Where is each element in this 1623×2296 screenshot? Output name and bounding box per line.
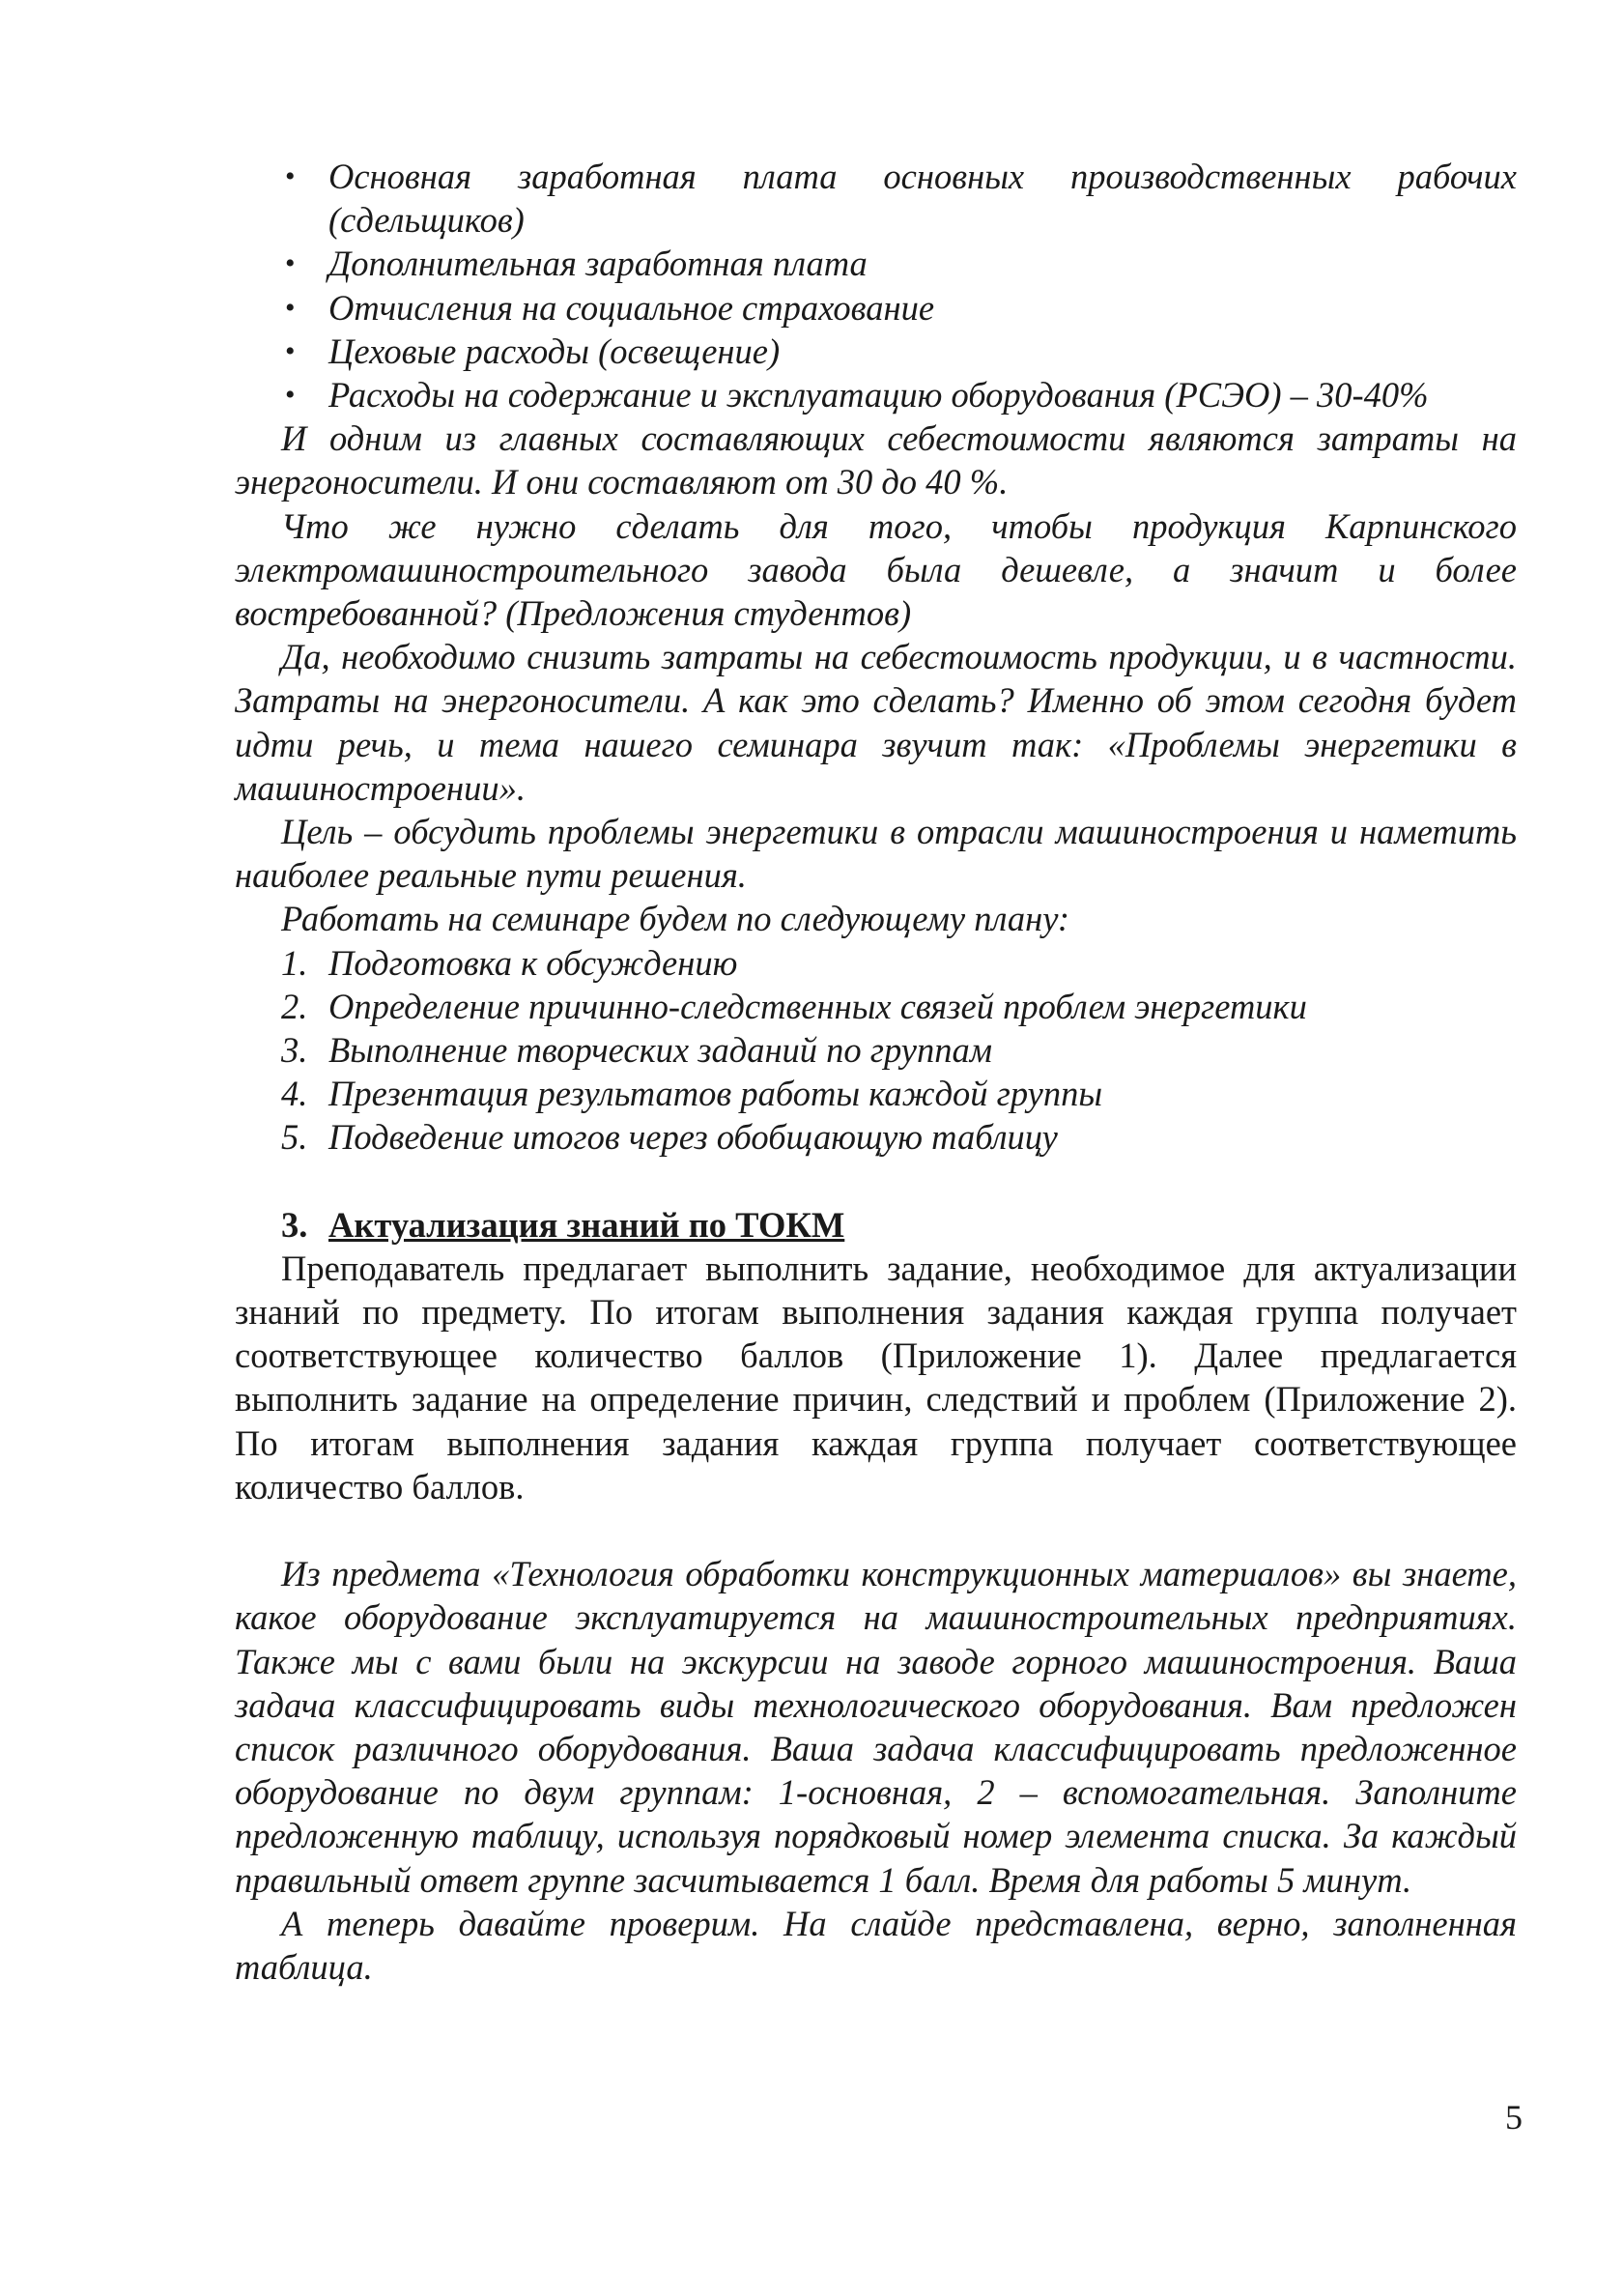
list-item: 4. Презентация результатов работы каждой группы (281, 1074, 1103, 1114)
list-item: 5. Подведение итогов через обобщающую таблицу (281, 1117, 1058, 1158)
section-body: Преподаватель предлагает выполнить задание, необходимое для актуализации знаний по предмету. По итогам выполнения задания каждая группа получает соответствующее количество баллов (Приложение 1). Далее предлагается выполнить задание на определение причин, следствий и проблем (Приложение 2). По итогам выполнения задания каждая группа получает соответствующее количество баллов. (235, 1248, 1517, 1507)
paragraph: И одним из главных составляющих себестоимости являются затраты на энергоносители. И они составляют от 30 до 40 %. (235, 418, 1517, 502)
list-item: • Расходы на содержание и эксплуатацию оборудования (РСЭО) – 30-40% (235, 373, 1517, 416)
bullet-icon: • (285, 160, 296, 192)
list-item: 2. Определение причинно-следственных связей проблем энергетики (281, 986, 1307, 1026)
paragraph: Работать на семинаре будем по следующему плану: (281, 899, 1070, 939)
list-item: 3. Выполнение творческих заданий по группам (281, 1030, 993, 1071)
section-title: Актуализация знаний по ТОКМ (328, 1204, 845, 1245)
list-item: • Дополнительная заработная плата (235, 242, 1517, 285)
bullet-icon: • (285, 247, 296, 280)
spacer (235, 1508, 1517, 1552)
seminar-plan-list (235, 941, 1517, 1160)
bullet-icon: • (285, 291, 296, 324)
section-heading (235, 1203, 1517, 1247)
paragraph: Из предмета «Технология обработки конструкционных материалов» вы знаете, какое оборудование эксплуатируется на машиностроительных предприятиях. Также мы с вами были на экскурсии на заводе горного машиностроения. Ваша задача классифицировать виды технологического оборудования. Вам предложен список различного оборудования. Ваша задача классифицировать предложенное оборудование по двум группам: 1-основная, 2 – вспомогательная. Заполните предложенную таблицу, используя порядковый номер элемента списка. За каждый правильный ответ группе засчитывается 1 балл. Время для работы 5 минут. (235, 1554, 1517, 1900)
document-page (235, 155, 1517, 1989)
page-number: 5 (1505, 2098, 1523, 2137)
spacer (235, 1160, 1517, 1203)
paragraph: Цель – обсудить проблемы энергетики в отрасли машиностроения и наметить наиболее реальные пути решения. (235, 812, 1517, 896)
list-item: • Цеховые расходы (освещение) (235, 330, 1517, 373)
paragraph: Что же нужно сделать для того, чтобы продукция Карпинского электромашиностроительного завода была дешевле, а значит и более востребованной? (Предложения студентов) (235, 505, 1517, 634)
list-item: 1. Подготовка к обсуждению (281, 942, 738, 983)
paragraph: Да, необходимо снизить затраты на себестоимость продукции, и в частности. Затраты на энергоносители. А как это сделать? Именно об этом сегодня будет идти речь, и тема нашего семинара звучит так: «Проблемы энергетики в машиностроении». (235, 637, 1517, 808)
section-number: 3. (281, 1204, 308, 1245)
cost-items-list (235, 155, 1517, 416)
paragraph: А теперь давайте проверим. На слайде представлена, верно, заполненная таблица. (235, 1903, 1517, 1987)
list-item: • Отчисления на социальное страхование (235, 286, 1517, 330)
list-item: • Основная заработная плата основных производственных рабочих (сдельщиков) (285, 157, 1517, 241)
bullet-icon: • (285, 334, 296, 367)
bullet-icon: • (285, 379, 296, 412)
